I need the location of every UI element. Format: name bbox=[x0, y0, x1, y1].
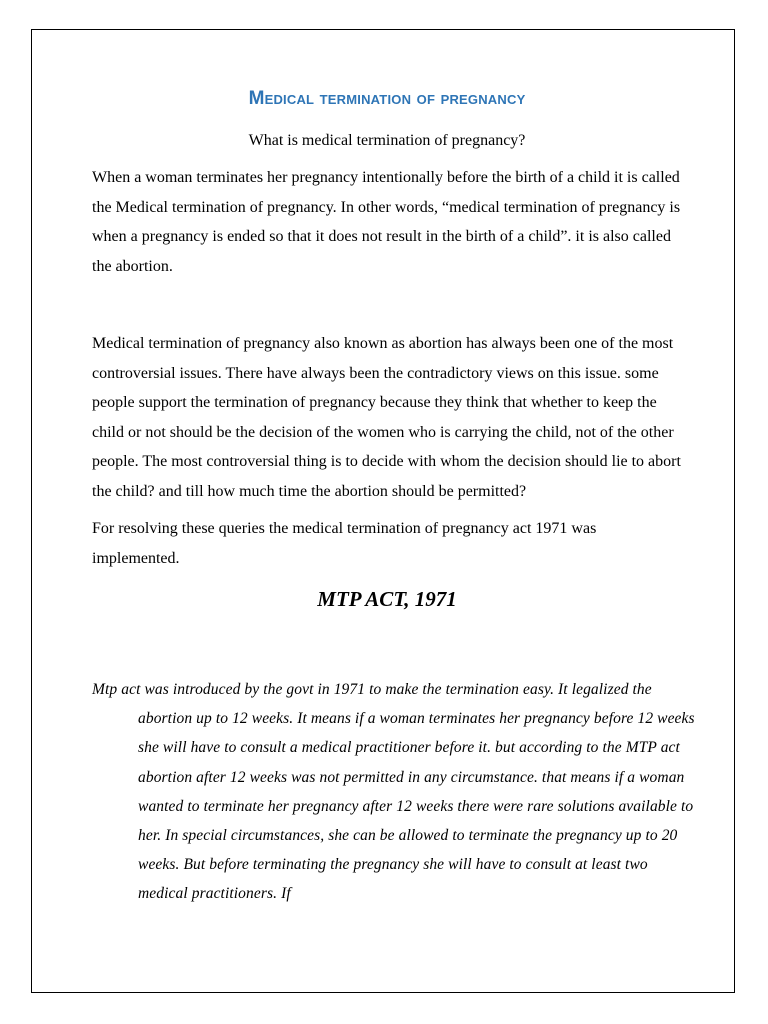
document-body bbox=[92, 88, 682, 624]
paragraph-act-intro: For resolving these queries the medical termination of pregnancy act 1971 was implemented. bbox=[92, 520, 597, 567]
document-title: Medical termination of pregnancy bbox=[248, 88, 526, 109]
act-heading: MTP ACT, 1971 bbox=[317, 587, 457, 611]
paragraph-controversy: Medical termination of pregnancy also known as abortion has always been one of the most controversial issues. There have always been the contradictory views on this issue. some people support the termination of pregnancy because they think that whether to keep the child or not should be the decision of the women who is carrying the child, not of the other people. The most controversial thing is to decide with whom the decision should lie to abort the child? and till how much time the abortion should be permitted? bbox=[92, 335, 681, 500]
paragraph-definition: When a woman terminates her pregnancy intentionally before the birth of a child it is called the Medical termination of pregnancy. In other words, “medical termination of pregnancy is when a pregnancy is ended so that it does not result in the birth of a child”. it is also called the abortion. bbox=[92, 169, 681, 275]
question-heading: What is medical termination of pregnancy? bbox=[248, 132, 526, 149]
paragraph-act-details: Mtp act was introduced by the govt in 1971 to make the termination easy. It legalized the abortion up to 12 weeks. It means if a woman terminates her pregnancy before 12 weeks she will have to consult a medical practitioner before it. but according to the MTP act abortion after 12 weeks was not permitted in any circumstance. that means if a woman wanted to terminate her pregnancy after 12 weeks there were rare solutions available to her. In special circumstances, she can be allowed to terminate the pregnancy up to 20 weeks. But before terminating the pregnancy she will have to consult at least two medical practitioners. If bbox=[92, 681, 695, 903]
